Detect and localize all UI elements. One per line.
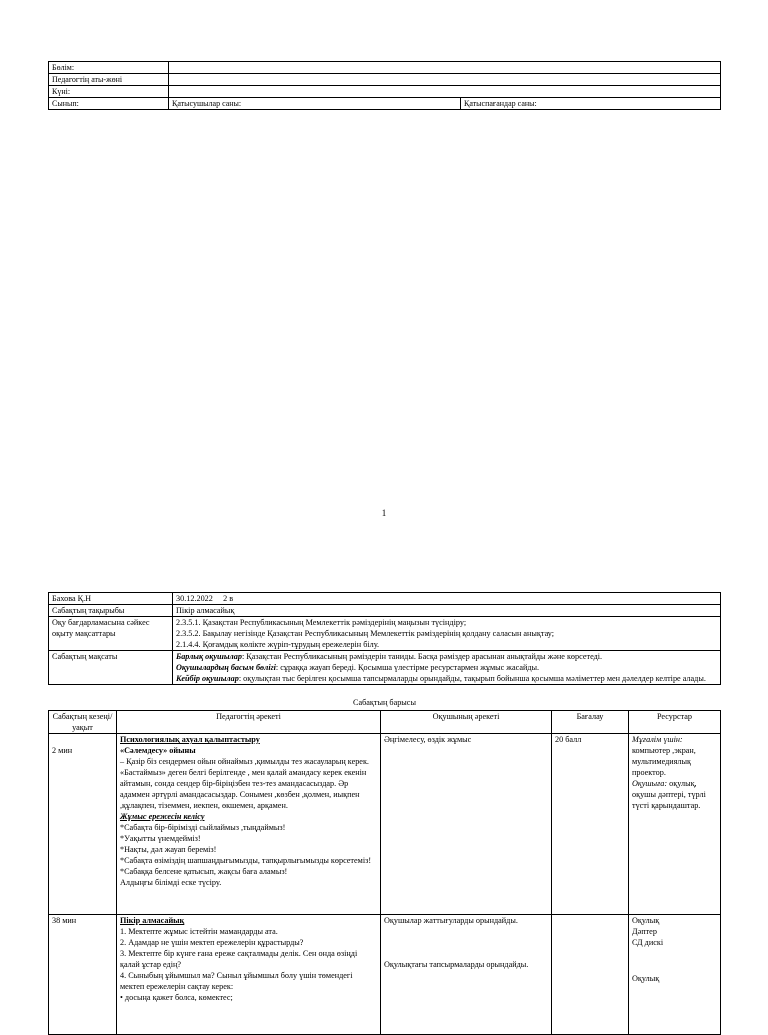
header-row-teacher: [49, 74, 721, 86]
goal-text: : сұраққа жауап береді. Қосымша үлестірме ресурстармен жұмыс жасайды.: [275, 663, 540, 672]
question-item: 3. Мектепте бір күнге ғана ереже сақталмады делік. Сен онда өзіңді қалай ұстар едің?: [120, 949, 358, 969]
class-label: Сынып:: [49, 98, 169, 110]
absent-count-label: Қатыспағандар саны:: [461, 98, 721, 110]
teacher-value[interactable]: [169, 74, 721, 86]
rule-item: *Уақытты үнемдейміз!: [120, 834, 201, 843]
topic-label: Сабақтың тақырыбы: [49, 605, 173, 617]
col-header-student: Оқушының әрекеті: [381, 711, 552, 734]
question-item: 2. Адамдар не үшін мектеп ережелерін құрастырды?: [120, 938, 304, 947]
goals-label: Сабақтың мақсаты: [49, 651, 173, 685]
date-grade-cell: [173, 593, 721, 605]
goal-item-some: [176, 673, 717, 684]
lesson-grade: 2 в: [223, 594, 234, 603]
student-activity-2: Оқулықтағы тапсырмаларды орындайды.: [384, 960, 529, 969]
student-activity: Әңгімелесу, өздік жұмыс: [381, 734, 552, 915]
objectives-label: Оқу бағдарламасына сәйкес оқыту мақсаттары: [49, 617, 173, 651]
lesson-header-table: [48, 61, 721, 110]
topic-value: Пікір алмасайық: [173, 605, 721, 617]
teacher-activity: [117, 734, 381, 915]
lesson-plan-table: [48, 710, 721, 1035]
resources-student-label: Оқушыға:: [632, 779, 668, 788]
info-row-objectives: [49, 617, 721, 651]
resource-item: Оқулық: [632, 974, 660, 983]
student-activity-1: Оқушылар жаттығуларды орындайды.: [384, 916, 518, 925]
rules-heading: Жұмыс ережесін келісу: [120, 812, 205, 821]
question-item: 1. Мектепте жұмыс істейтін мамандарды ата.: [120, 927, 278, 936]
objective-item: 2.3.5.1. Қазақстан Республикасының Мемлекеттік рәміздерінің маңызын түсіндіру;: [176, 618, 467, 627]
section-value[interactable]: [169, 62, 721, 74]
goal-who: Оқушылардың басым бөлігі: [176, 663, 276, 672]
teacher-name: Бахова Қ.Н: [49, 593, 173, 605]
assessment: [552, 915, 629, 1035]
activity-text: – Қазір біз сендермен ойын ойнаймыз ,қимылды тез жасауларың керек. «Бастаймыз» деген белгі берілгенде , мен қалай амандасу керек екенін айтамын, сонда сендер бір-біріңізбен тез-тез амандасасыздар. Әр адаммен әртүрлі амандасасыздар. Сонымен ,көзбен ,қолмен, иықпен ,құлақпен, тіземмен, иекпен, өкшемен, арқамен.: [120, 757, 369, 810]
objective-item: 2.3.5.2. Бақылау негізінде Қазақстан Республикасының Мемлекеттік рәміздерінің қолдану саласын анықтау;: [176, 629, 555, 638]
resources-teacher-label: Мұғалім үшін:: [632, 735, 683, 744]
plan-header-row: [49, 711, 721, 734]
stage-time: 2 мин: [49, 734, 117, 915]
lesson-date: 30.12.2022: [176, 594, 213, 603]
resources-student: оқулық, оқушы дәптері, түрлі түсті қарындаштар.: [632, 779, 706, 810]
resource-item: Дәптер: [632, 927, 657, 936]
game-title: «Сәлемдесу» ойыны: [120, 746, 196, 755]
plan-title: Сабақтың барысы: [353, 698, 416, 707]
activity-heading: Пікір алмасайық: [120, 916, 185, 925]
header-row-section: [49, 62, 721, 74]
col-header-assessment: Бағалау: [552, 711, 629, 734]
lesson-info-table: [48, 592, 721, 685]
info-row-goals: [49, 651, 721, 685]
header-row-class: [49, 98, 721, 110]
date-value[interactable]: [169, 86, 721, 98]
objective-item: 2.1.4.4. Қоғамдық көлікте жүріп-тұрудың ережелерін білу.: [176, 640, 380, 649]
teacher-label: Педагогтің аты-жөні: [49, 74, 169, 86]
rule-item: *Сабақта өзіміздің шапшаңдығымызды, тапқырлығымызды көрсетеміз!: [120, 856, 372, 865]
student-activity: [381, 915, 552, 1035]
col-header-teacher: Педагогтің әрекеті: [117, 711, 381, 734]
goal-item-all: [176, 651, 717, 662]
col-header-stage: Сабақтың кезеңі/уақыт: [49, 711, 117, 734]
teacher-activity: [117, 915, 381, 1035]
goal-who: Барлық оқушылар: [176, 652, 242, 661]
stage-time: 38 мин: [49, 915, 117, 1035]
header-row-date: [49, 86, 721, 98]
resources: [629, 734, 721, 915]
assessment: 20 балл: [552, 734, 629, 915]
bullet-item: • досыңа қажет болса, көмектес;: [120, 993, 233, 1002]
goal-text: : Қазақстан Республикасының рәміздерін таниды. Басқа рәміздер арасынан анықтайды және көрсетеді.: [241, 652, 603, 661]
goals-list: [173, 651, 721, 685]
info-row-teacher: [49, 593, 721, 605]
resources-teacher: компьютер ,экран, мультимедиялық проектор.: [632, 746, 696, 777]
col-header-resources: Ресурстар: [629, 711, 721, 734]
rule-item: *Сабаққа белсене қатысып, жақсы баға аламыз!: [120, 867, 288, 876]
date-label: Күні:: [49, 86, 169, 98]
section-label: Бөлім:: [49, 62, 169, 74]
activity-heading: Психологиялық ахуал қалыптастыру: [120, 735, 260, 744]
resources: [629, 915, 721, 1035]
question-item: 4. Сыныбың ұйымшыл ма? Сыныл ұйымшыл болу үшін төмендегі мектеп ережелерін сақтау керек:: [120, 971, 353, 991]
info-row-topic: [49, 605, 721, 617]
plan-row-start: [49, 734, 721, 915]
rule-item: *Сабақта бір-бірімізді сыйлаймыз ,тыңдаймыз!: [120, 823, 286, 832]
rule-item: *Нақты, дәл жауап береміз!: [120, 845, 217, 854]
goal-text: : оқулықтан тыс берілген қосымша тапсырмаларды орындайды, тақырып бойынша қосымша мәліметтер мен дәлелдер келтіре алады.: [238, 674, 706, 683]
goal-who: Кейбір оқушылар: [176, 674, 239, 683]
resource-item: Оқулық: [632, 916, 660, 925]
plan-row-main: [49, 915, 721, 1035]
resource-item: СД дискі: [632, 938, 664, 947]
goal-item-most: [176, 662, 717, 673]
objectives-list: [173, 617, 721, 651]
present-count-label: Қатысушылар саны:: [169, 98, 461, 110]
page-number: 1: [381, 508, 387, 518]
rule-item: Алдыңғы білімді еске түсіру.: [120, 878, 222, 887]
